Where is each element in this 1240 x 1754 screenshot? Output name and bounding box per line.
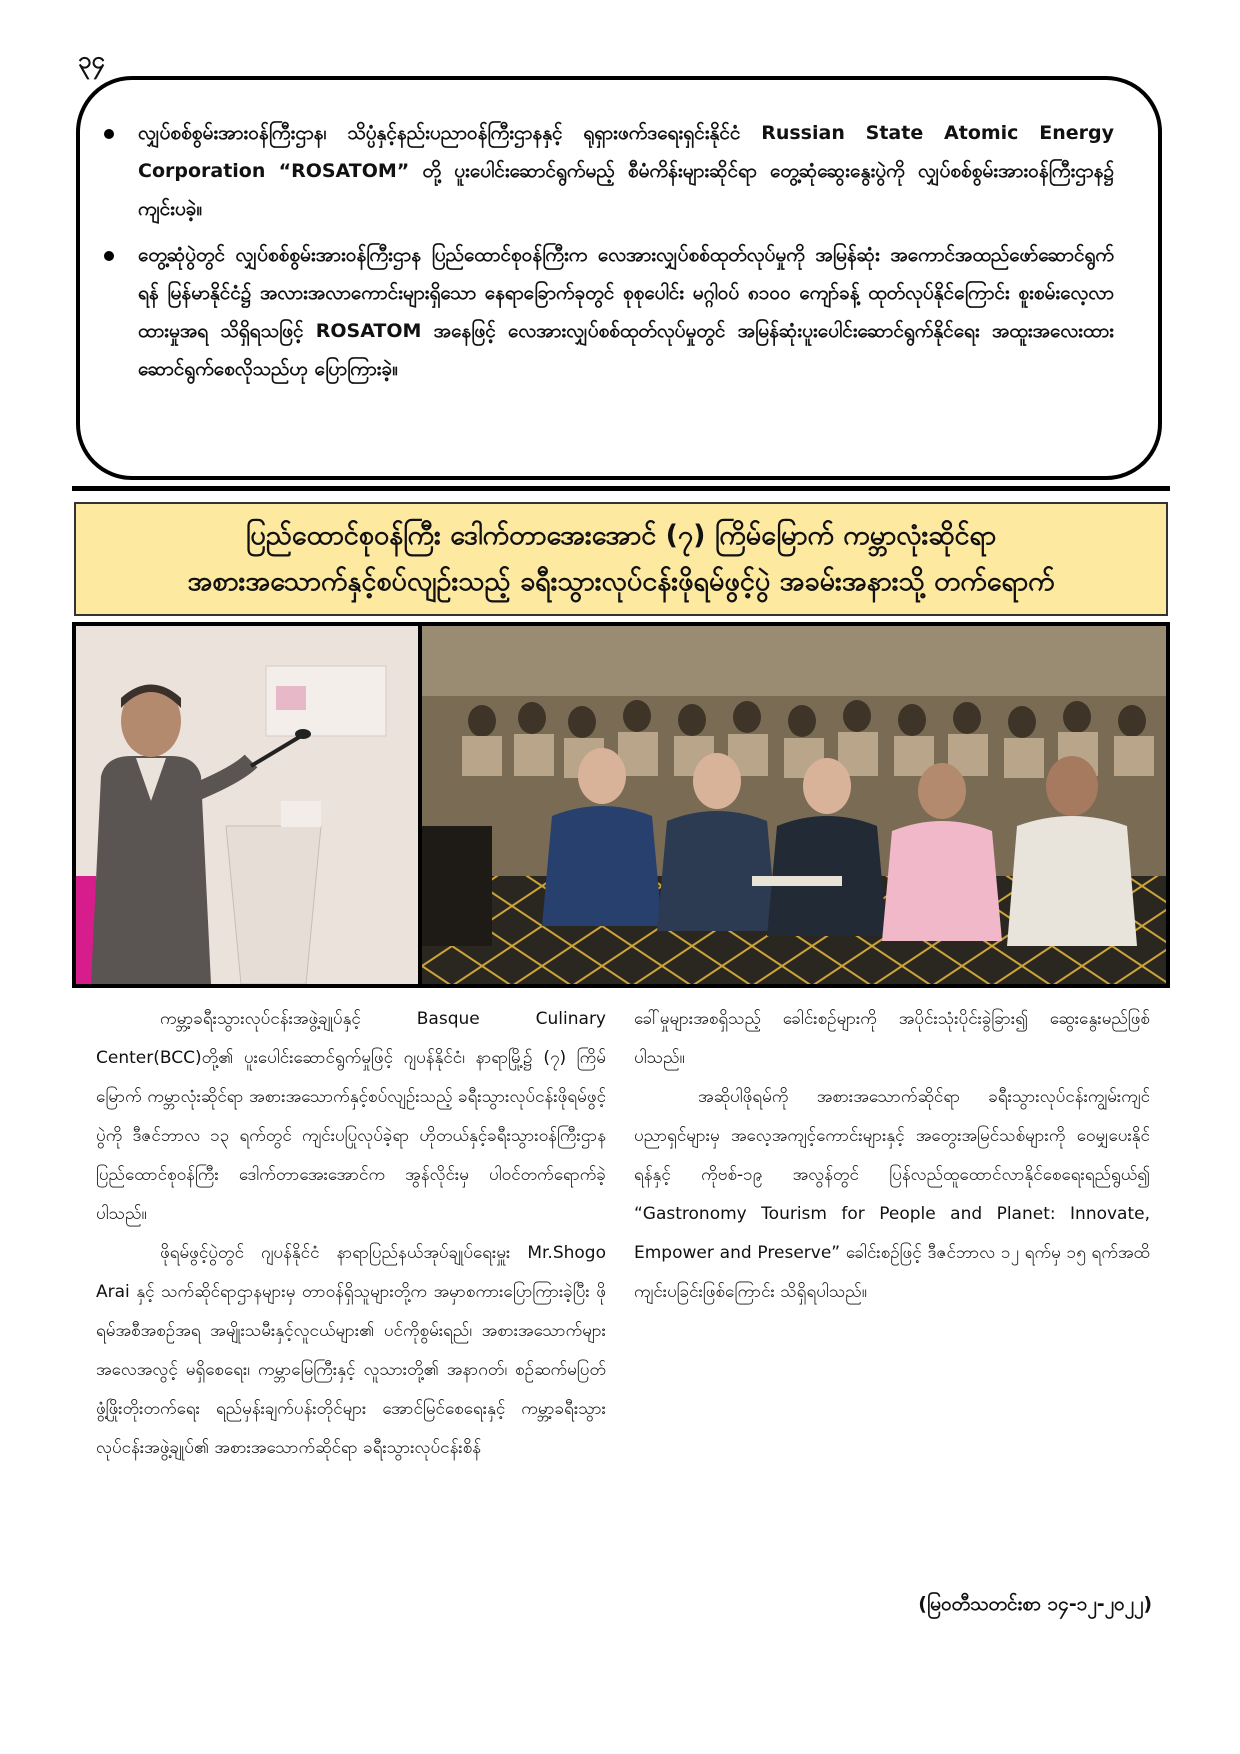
photo-frame: [72, 622, 1170, 988]
audience-illustration: [422, 626, 1166, 984]
article-column-right: [634, 1000, 1150, 1312]
summary-bullet-text: တွေ့ဆုံပွဲတွင် လျှပ်စစ်စွမ်းအားဝန်ကြီးဌာန ပြည်ထောင်စုဝန်ကြီးက လေအားလျှပ်စစ်ထုတ်လုပ်မှုကို အမြန်ဆုံး အကောင်အထည်ဖော်ဆောင်ရွက်ရန် မြန်မာနိုင်ငံ၌ အလားအလာကောင်းများရှိသော နေရာခြောက်ခုတွင် စုစုပေါင်း မဂ္ဂါဝပ် ၈၁၀၀ ကျော်ခန့် ထုတ်လုပ်နိုင်ကြောင်း စူးစမ်းလေ့လာထားမှုအရ သိရှိရသဖြင့် ROSATOM အနေဖြင့် လေအားလျှပ်စစ်ထုတ်လုပ်မှုတွင် အမြန်ဆုံးပူးပေါင်းဆောင်ရွက်နိုင်ရေး အထူးအလေးထားဆောင်ရွက်စေလိုသည်ဟု ပြောကြားခဲ့။: [138, 244, 1114, 380]
summary-list: [80, 80, 1158, 388]
headline-box: [74, 502, 1168, 616]
article-paragraph: အဆိုပါဖိုရမ်ကို အစားအသောက်ဆိုင်ရာ ခရီးသွားလုပ်ငန်းကျွမ်းကျင်ပညာရှင်များမှ အလေ့အကျင့်ကောင်းများနှင့် အတွေးအမြင်သစ်များကို ဝေမျှပေးနိုင်ရန်နှင့် ကိုဗစ်-၁၉ အလွန်တွင် ပြန်လည်ထူထောင်လာနိုင်စေရေးရည်ရွယ်၍ “Gastronomy Tourism for People and Planet: Innovate, Empower and Preserve” ခေါင်းစဉ်ဖြင့် ဒီဇင်ဘာလ ၁၂ ရက်မှ ၁၅ ရက်အထိ ကျင်းပခြင်းဖြစ်ကြောင်း သိရှိရပါသည်။: [634, 1087, 1150, 1302]
summary-bullet-text: လျှပ်စစ်စွမ်းအားဝန်ကြီးဌာန၊ သိပ္ပံနှင့်နည်းပညာဝန်ကြီးဌာနနှင့် ရုရှားဖက်ဒရေးရှင်းနိုင်ငံ Russian State Atomic Energy Corporation “ROSATOM” တို့ ပူးပေါင်းဆောင်ရွက်မည့် စီမံကိန်းများဆိုင်ရာ တွေ့ဆုံဆွေးနွေးပွဲကို လျှပ်စစ်စွမ်းအားဝန်ကြီးဌာန၌ ကျင်းပခဲ့။: [138, 122, 1114, 220]
speaker-photo: [76, 626, 418, 984]
section-divider: [72, 486, 1170, 491]
headline-line-2: အစားအသောက်နှင့်စပ်လျဉ်းသည့် ခရီးသွားလုပ်ငန်းဖိုရမ်ဖွင့်ပွဲ အခမ်းအနားသို့ တက်ရောက်: [187, 566, 1055, 597]
bullet-icon: [104, 129, 114, 139]
article-paragraph: ဖိုရမ်ဖွင့်ပွဲတွင် ဂျပန်နိုင်ငံ နာရာပြည်နယ်အုပ်ချုပ်ရေးမှူး Mr.Shogo Arai နှင့် သက်ဆိုင်ရာဌာနများမှ တာဝန်ရှိသူများတို့က အမှာစကားပြောကြားခဲ့ပြီး ဖိုရမ်အစီအစဉ်အရ အမျိုးသမီးနှင့်လူငယ်များ၏ ပင်ကိုစွမ်းရည်၊ အစားအသောက်များ အလေအလွင့် မရှိစေရေး၊ ကမ္ဘာမြေကြီးနှင့် လူသားတို့၏ အနာဂတ်၊ စဉ်ဆက်မပြတ် ဖွံ့ဖြိုးတိုးတက်ရေး ရည်မှန်းချက်ပန်းတိုင်များ အောင်မြင်စေရေးနှင့် ကမ္ဘာ့ခရီးသွားလုပ်ငန်းအဖွဲ့ချုပ်၏ အစားအသောက်ဆိုင်ရာ ခရီးသွားလုပ်ငန်းစိန်: [96, 1243, 606, 1458]
headline-line-1: ပြည်ထောင်စုဝန်ကြီး ဒေါက်တာအေးအောင် (၇) ကြိမ်မြောက် ကမ္ဘာလုံးဆိုင်ရာ: [245, 520, 997, 551]
source-credit: (မြဝတီသတင်းစာ ၁၄-၁၂-၂၀၂၂): [918, 1593, 1152, 1615]
summary-bullet: [138, 114, 1114, 228]
summary-bullet: [138, 236, 1114, 388]
bullet-icon: [104, 251, 114, 261]
audience-photo: [422, 626, 1166, 984]
article-paragraph: ကမ္ဘာ့ခရီးသွားလုပ်ငန်းအဖွဲ့ချုပ်နှင့် Basque Culinary Center(BCC)တို့၏ ပူးပေါင်းဆောင်ရွက်မှုဖြင့် ဂျပန်နိုင်ငံ၊ နာရာမြို့၌ (၇) ကြိမ်မြောက် ကမ္ဘာလုံးဆိုင်ရာ အစားအသောက်နှင့်စပ်လျဉ်းသည့် ခရီးသွားလုပ်ငန်းဖိုရမ်ဖွင့်ပွဲကို ဒီဇင်ဘာလ ၁၃ ရက်တွင် ကျင်းပပြုလုပ်ခဲ့ရာ ဟိုတယ်နှင့်ခရီးသွားဝန်ကြီးဌာန ပြည်ထောင်စုဝန်ကြီး ဒေါက်တာအေးအောင်က အွန်လိုင်းမှ ပါဝင်တက်ရောက်ခဲ့ပါသည်။: [96, 1009, 606, 1224]
page-number: ၃၄: [78, 46, 105, 74]
article-paragraph-continued: ခေါ်မှုများအစရှိသည့် ခေါင်းစဉ်များကို အပိုင်းသုံးပိုင်းခွဲခြား၍ ဆွေးနွေးမည်ဖြစ်ပါသည်။: [634, 1009, 1150, 1068]
article-column-left: [96, 1000, 606, 1468]
speaker-illustration: [76, 626, 418, 984]
summary-box: [76, 76, 1162, 480]
